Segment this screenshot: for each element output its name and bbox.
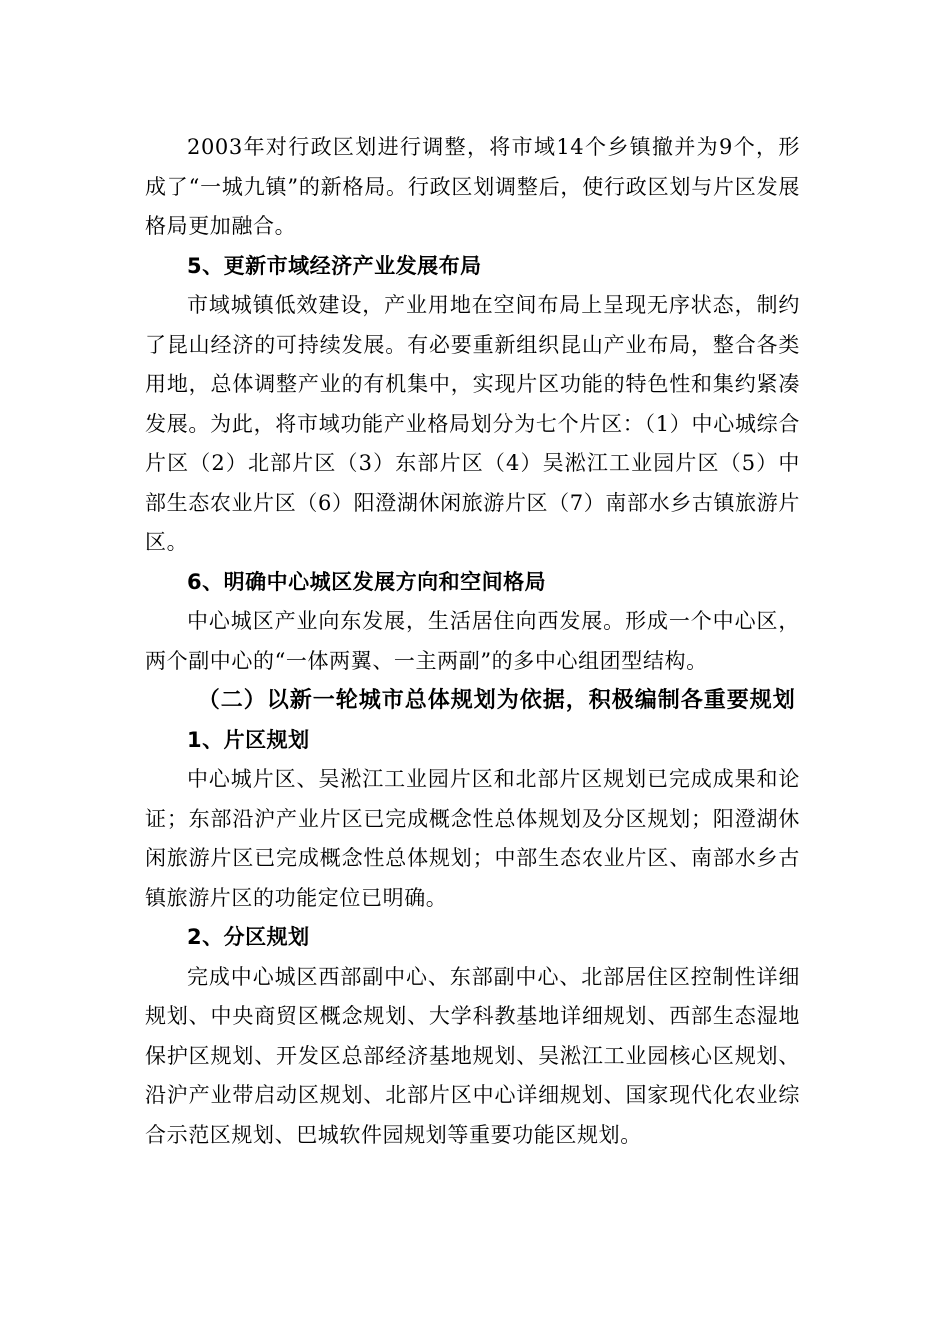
paragraph-industrial-layout: 市域城镇低效建设，产业用地在空间布局上呈现无序状态，制约了昆山经济的可持续发展。有必要重新组织昆山产业布局，整合各类用地，总体调整产业的有机集中，实现片区功能的特色性和集约紧凑发展。为此，将市域功能产业格局划分为七个片区：（1）中心城综合片区（2）北部片区（3）东部片区（4）吴淞江工业园片区（5）中部生态农业片区（6）阳澄湖休闲旅游片区（7）南部水乡古镇旅游片区。 xyxy=(145,293,800,554)
paragraph-central-city-structure: 中心城区产业向东发展，生活居住向西发展。形成一个中心区，两个副中心的“一体两翼、一主两副”的多中心组团型结构。 xyxy=(145,609,800,673)
heading-district-planning: 1、片区规划 xyxy=(187,727,310,752)
heading-economic-layout: 5、更新市域经济产业发展布局 xyxy=(187,253,482,278)
document-page xyxy=(145,128,800,1155)
heading-zone-planning: 2、分区规划 xyxy=(187,925,310,949)
paragraph-district-planning: 中心城片区、吴淞江工业园片区和北部片区规划已完成成果和论证；东部沿沪产业片区已完成概念性总体规划及分区规划；阳澄湖休闲旅游片区已完成概念性总体规划；中部生态农业片区、南部水乡古镇旅游片区的功能定位已明确。 xyxy=(145,767,800,910)
paragraph-zone-planning: 完成中心城区西部副中心、东部副中心、北部居住区控制性详细规划、中央商贸区概念规划、大学科教基地详细规划、西部生态湿地保护区规划、开发区总部经济基地规划、吴淞江工业园核心区规划、沿沪产业带启动区规划、北部片区中心详细规划、国家现代化农业综合示范区规划、巴城软件园规划等重要功能区规划。 xyxy=(145,964,800,1147)
heading-central-city-direction: 6、明确中心城区发展方向和空间格局 xyxy=(187,569,547,594)
section-heading-planning: （二）以新一轮城市总体规划为依据，积极编制各重要规划 xyxy=(197,688,796,713)
paragraph-admin-division: 2003年对行政区划进行调整，将市域14个乡镇撤并为9个，形成了“一城九镇”的新格局。行政区划调整后，使行政区划与片区发展格局更加融合。 xyxy=(145,135,800,238)
